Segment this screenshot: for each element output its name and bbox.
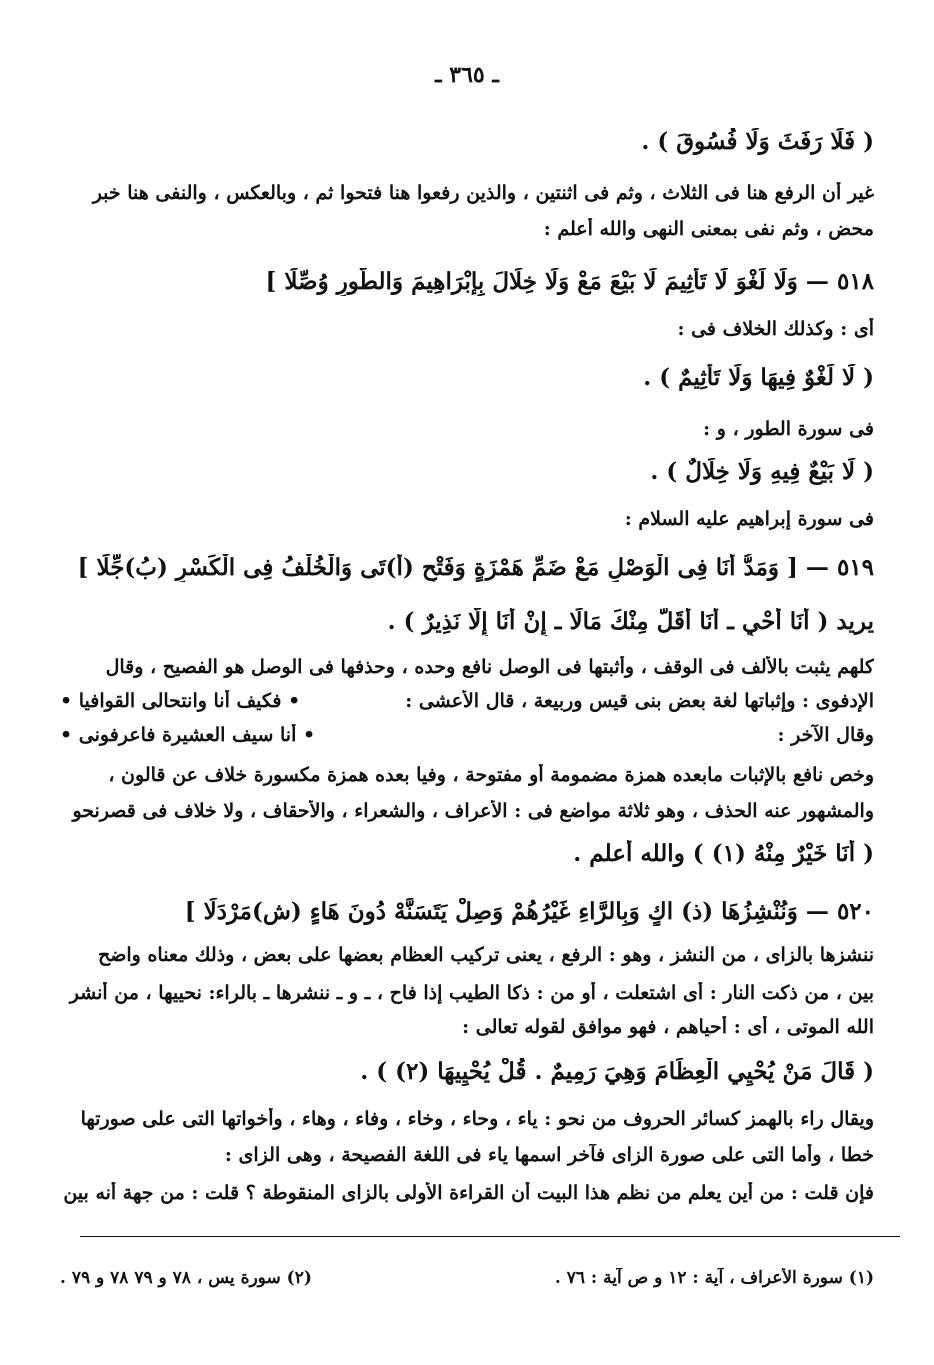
text-segment: وقال الآخر : <box>777 724 874 746</box>
footnote-divider <box>80 1236 900 1237</box>
text-line: وخص نافع بالإثبات مابعده همزة مضمومة أو مفتوحة ، وفيا بعده همزة مكسورة خلاف عن قالون ، <box>108 764 874 786</box>
text-line: ويقال راء بالهمز كسائر الحروف من نحو : ياء ، وحاء ، وخاء ، وفاء ، وهاء ، وأخواتها التى على صورتها <box>80 1108 874 1130</box>
text-segment: الإدفوى : وإثباتها لغة بعض بنى قيس وربيعة ، قال الأعشى : <box>405 690 874 712</box>
text-line: فإن قلت : من أين يعلم من نظم هذا البيت أن القراءة الأولى بالزاى المنقوطة ؟ قلت : من جهة أنه بين <box>63 1182 874 1204</box>
verse-segment: • فكيف أنا وانتحالى القوافيا • <box>60 690 301 712</box>
page-number: ـ ٣٦٥ ـ <box>435 62 499 88</box>
text-line: يريد ( أَنَا أُحْيِ ـ أَنَا أَقَلَّ مِنْكَ مَالًا ـ إِنْ أَنَا إِلَّا نَذِيرٌ ) . <box>387 608 874 635</box>
footnote-2: (٢) سورة يس ، ٧٨ و ٧٩ ٧٨ و ٧٩ . <box>60 1268 312 1288</box>
verse-segment: • أنا سيف العشيرة فاعرفونى • <box>60 724 316 746</box>
poem-verse: ٥١٨ — وَلَا لَغْوَ لَا تَأْثِيمَ لَا بَيْعَ مَعْ وَلَا خِلَالَ بِإِبْرَاهِيمَ وَالطُّورِ وُصِّلَا ] <box>265 268 874 295</box>
text-line-with-verse <box>60 690 874 713</box>
text-line: بين ، من ذكت النار : أى اشتعلت ، أو من : ذكا الطيب إذا فاح ، ـ و ـ ننشرها ـ بالراء: نحييها ، من أنشر <box>69 982 874 1004</box>
quran-quote: ( قَالَ مَنْ يُحْيِي الْعِظَامَ وَهِيَ رَمِيمٌ . قُلْ يُحْيِيهَا (٢) ) . <box>360 1058 874 1085</box>
poem-verse: ٥١٩ — [ وَمَدُّ أَنَا فِى الْوَصْلِ مَعْ ضَمِّ هَمْزَةٍ وَفَتْحٍ (أ)تَى وَالْخُلْفُ فِى الْكَسْرِ (بُ)جِّلَا ] <box>77 554 874 581</box>
text-line: ننشزها بالزاى ، من النشز ، وهو : الرفع ، يعنى تركيب العظام بعضها على بعض ، وذلك معناه واضح <box>97 944 874 966</box>
footnotes <box>60 1268 874 1288</box>
text-line: كلهم يثبت بالألف فى الوقف ، وأثبتها فى الوصل نافع وحده ، وحذفها فى الوصل هو الفصيح ، وقال <box>105 656 874 678</box>
text-line: أى : وكذلك الخلاف فى : <box>677 318 874 340</box>
quran-quote: ( لَا لَغْوٌ فِيهَا وَلَا تَأْثِيمٌ ) . <box>643 364 874 391</box>
text-line-with-verse <box>60 724 874 747</box>
text-line: خطا ، وأما التى على صورة الزاى فآخر اسمها ياء فى اللغة الفصيحة ، وهى الزاى : <box>224 1144 874 1166</box>
quran-quote: ( لَا بَيْعٌ فِيهِ وَلَا خِلَالٌ ) . <box>650 458 874 485</box>
text-line: فى سورة الطور ، و : <box>703 418 874 440</box>
quran-quote: ( أَنَا خَيْرٌ مِنْهُ (١) ) والله أعلم . <box>573 840 874 867</box>
text-line: والمشهور عنه الحذف ، وهو ثلاثة مواضع فى : الأعراف ، والشعراء ، والأحقاف ، ولا خلاف فى قصرنحو <box>72 800 874 822</box>
text-line: فى سورة إبراهيم عليه السلام : <box>624 508 874 530</box>
quran-quote: ( فَلَا رَفَثَ وَلَا فُسُوقَ ) . <box>641 128 874 155</box>
poem-verse: ٥٢٠ — وَنُنْشِزُهَا (ذ) اكٍ وَبِالرَّاءِ غَيْرُهُمْ وَصِلْ يَتَسَنَّهْ دُونَ هَاءٍ (ش)مَرْدَلَا ] <box>184 898 874 925</box>
text-line: الله الموتى ، أى : أحياهم ، فهو موافق لقوله تعالى : <box>462 1016 874 1038</box>
text-line: غير أن الرفع هنا فى الثلاث ، وثم فى اثنتين ، والذين رفعوا هنا فتحوا ثم ، وبالعكس ، والنفى هنا خبر <box>92 182 874 204</box>
text-line: محض ، وثم نفى بمعنى النهى والله أعلم : <box>543 218 874 240</box>
footnote-1: (١) سورة الأعراف ، آية : ١٢ و ص آية : ٧٦ . <box>554 1268 874 1288</box>
